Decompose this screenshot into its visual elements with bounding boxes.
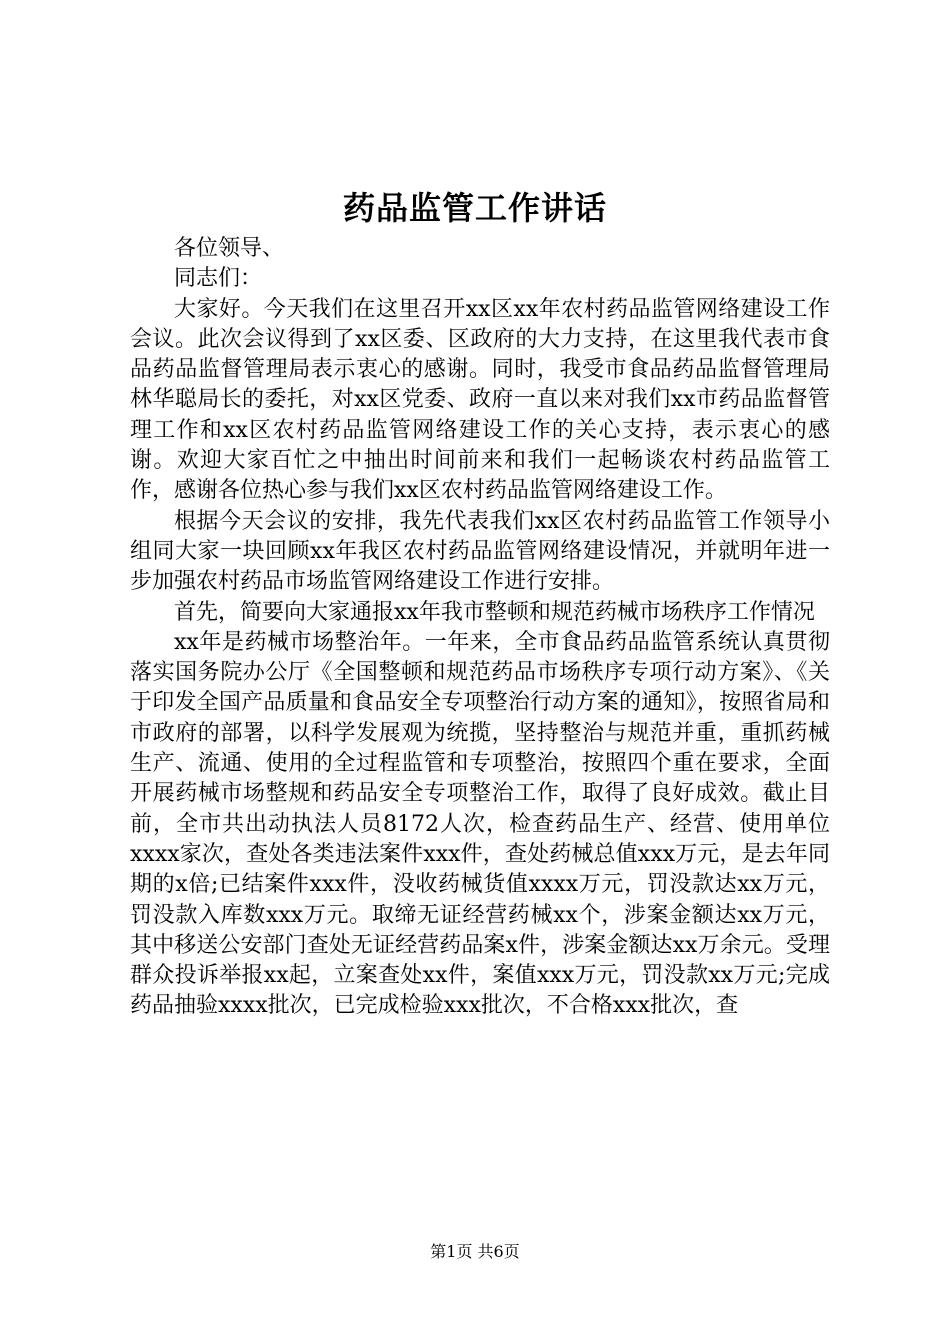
salutation-comrades: 同志们： <box>174 266 263 292</box>
paragraph-section-heading: 首先，简要向大家通报xx年我市整顿和规范药械市场秩序工作情况 <box>174 599 815 625</box>
document-body <box>130 234 830 1022</box>
salutation-leaders: 各位领导、 <box>174 236 285 261</box>
paragraph-agenda: 根据今天会议的安排，我先代表我们xx区农村药品监管工作领导小组同大家一块回顾xx年我区农村药品监管网络建设情况，并就明年进一步加强农村药品市场监管网络建设工作进行安排。 <box>130 508 830 595</box>
paragraph-greeting: 大家好。今天我们在这里召开xx区xx年农村药品监管网络建设工作会议。此次会议得到了xx区委、区政府的大力支持，在这里我代表市食品药品监督管理局表示衷心的感谢。同时，我受市食品药品监督管理局林华聪局长的委托，对xx区党委、政府一直以来对我们xx市药品监督管理工作和xx区农村药品监管网络建设工作的关心支持，表示衷心的感谢。欢迎大家百忙之中抽出时间前来和我们一起畅谈农村药品监管工作，感谢各位热心参与我们xx区农村药品监管网络建设工作。 <box>130 296 830 504</box>
paragraph-results: xx年是药械市场整治年。一年来，全市食品药品监管系统认真贯彻落实国务院办公厅《全国整顿和规范药品市场秩序专项行动方案》、《关于印发全国产品质量和食品安全专项整治行动方案的通知》，按照省局和市政府的部署，以科学发展观为统揽，坚持整治与规范并重，重抓药械生产、流通、使用的全过程监管和专项整治，按照四个重在要求，全面开展药械市场整规和药品安全专项整治工作，取得了良好成效。截止目前，全市共出动执法人员8172人次，检查药品生产、经营、使用单位xxxx家次，查处各类违法案件xxx件，查处药械总值xxx万元，是去年同期的x倍;已结案件xxx件，没收药械货值xxxx万元，罚没款达xx万元，罚没款入库数xxx万元。取缔无证经营药械xx个，涉案金额达xx万元，其中移送公安部门查处无证经营药品案x件，涉案金额达xx万余元。受理群众投诉举报xx起，立案查处xx件，案值xxx万元，罚没款xx万元;完成药品抽验xxxx批次，已完成检验xxx批次，不合格xxx批次，查 <box>130 629 830 1019</box>
document-title: 药品监管工作讲话 <box>342 189 607 227</box>
page-number: 第1页 共6页 <box>430 1242 520 1261</box>
